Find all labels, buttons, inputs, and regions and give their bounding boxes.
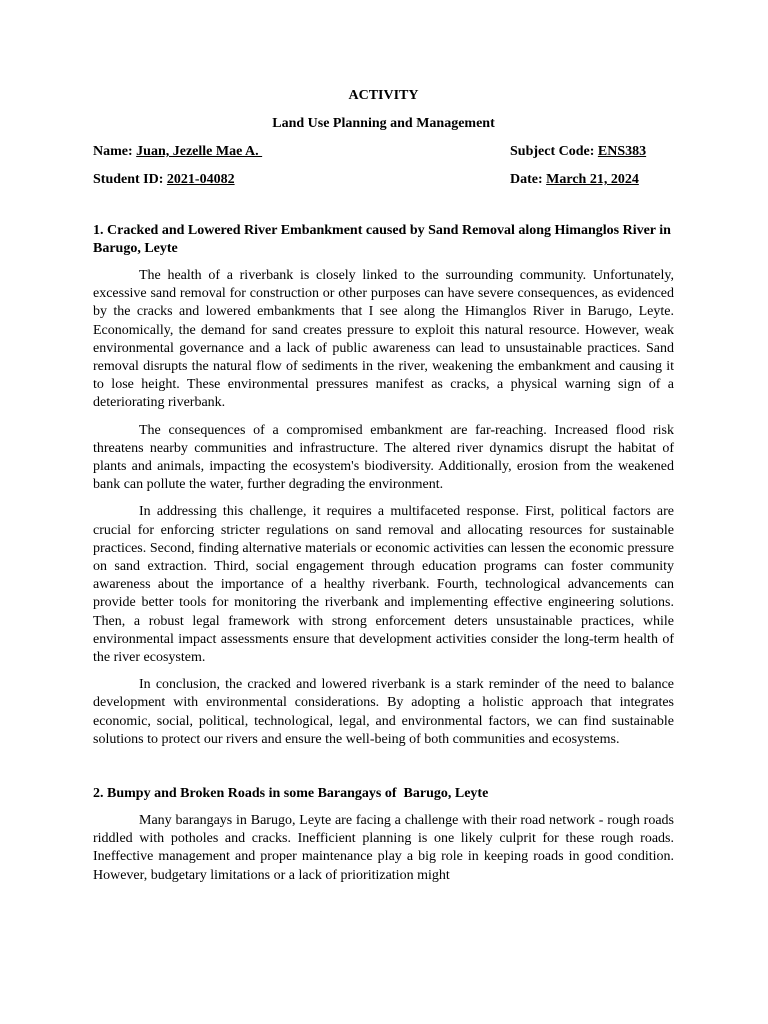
student-id-label: Student ID: xyxy=(93,172,164,187)
section-1-paragraph-1: The health of a riverbank is closely linked to the surrounding community. Unfortunately, excessive sand removal for construction or other purposes can have severe consequences, as evidenced by the cracks and lowered embankments that I see along the Himanglos River in Barugo, Leyte. Economically, the demand for sand creates pressure to exploit this natural resource. However, weak environmental governance and a lack of public awareness can lead to unsustainable practices. Sand removal disrupts the natural flow of sediments in the river, weakening the embankment and causing it to lose height. These environmental pressures manifest as cracks, a physical warning sign of a deteriorating riverbank. xyxy=(93,268,674,411)
info-row-id xyxy=(93,171,674,189)
info-row-name xyxy=(93,143,674,161)
section-1-title: Cracked and Lowered River Embankment caused by Sand Removal along Himanglos River in Barugo, Leyte xyxy=(93,223,671,256)
name-value: Juan, Jezelle Mae A. xyxy=(136,144,263,159)
section-1-paragraph-3: In addressing this challenge, it requires a multifaceted response. First, political factors are crucial for enforcing stricter regulations on sand removal and allocating resources for sustainable practices. Second, finding alternative materials or economic activities can lessen the economic pressure on sand extraction. Third, social engagement through education programs can foster community awareness about the importance of a healthy riverbank. Fourth, technological advancements can provide better tools for monitoring the riverbank and implementing effective engineering solutions. Then, a robust legal framework with strong enforcement deters unsustainable practices, while environmental impact assessments ensure that development activities consider the long-term health of the river ecosystem. xyxy=(93,504,674,666)
student-id-field xyxy=(93,171,235,189)
section-1-number: 1. xyxy=(93,223,104,238)
student-id-value: 2021-04082 xyxy=(166,172,235,187)
section-2-heading xyxy=(93,785,674,803)
name-label: Name: xyxy=(93,144,133,159)
section-1-heading xyxy=(93,222,674,258)
date-label: Date: xyxy=(510,172,543,187)
section-2-number: 2 xyxy=(93,786,100,802)
date-field xyxy=(510,171,674,189)
date-value: March 21, 2024 xyxy=(546,172,639,187)
subject-code-label: Subject Code: xyxy=(510,144,595,159)
section-1-paragraph-2: The consequences of a compromised embankment are far-reaching. Increased flood risk threatens nearby communities and infrastructure. The altered river dynamics disrupt the habitat of plants and animals, impacting the ecosystem's biodiversity. Additionally, erosion from the weakened bank can pollute the water, further degrading the environment. xyxy=(93,422,674,493)
subject-code-field xyxy=(510,143,674,161)
section-1-paragraph-4: In conclusion, the cracked and lowered riverbank is a stark reminder of the need to balance development with environmental considerations. By adopting a holistic approach that integrates economic, social, political, technological, legal, and environmental factors, we can find sustainable solutions to protect our rivers and ensure the well-being of both communities and ecosystems. xyxy=(93,677,674,747)
section-2-title: . Bumpy and Broken Roads in some Barangays of Barugo, Leyte xyxy=(100,786,489,802)
section-2-paragraph-1: Many barangays in Barugo, Leyte are facing a challenge with their road network - rough roads riddled with potholes and cracks. Inefficient planning is one likely culprit for these rough roads. Ineffective management and proper maintenance play a big role in keeping roads in good condition. However, budgetary limitations or a lack of prioritization might xyxy=(93,813,674,883)
document-subtitle: Land Use Planning and Management xyxy=(272,116,495,131)
subject-code-value: ENS383 xyxy=(597,144,647,159)
document-title: ACTIVITY xyxy=(348,88,419,103)
name-field xyxy=(93,143,262,161)
